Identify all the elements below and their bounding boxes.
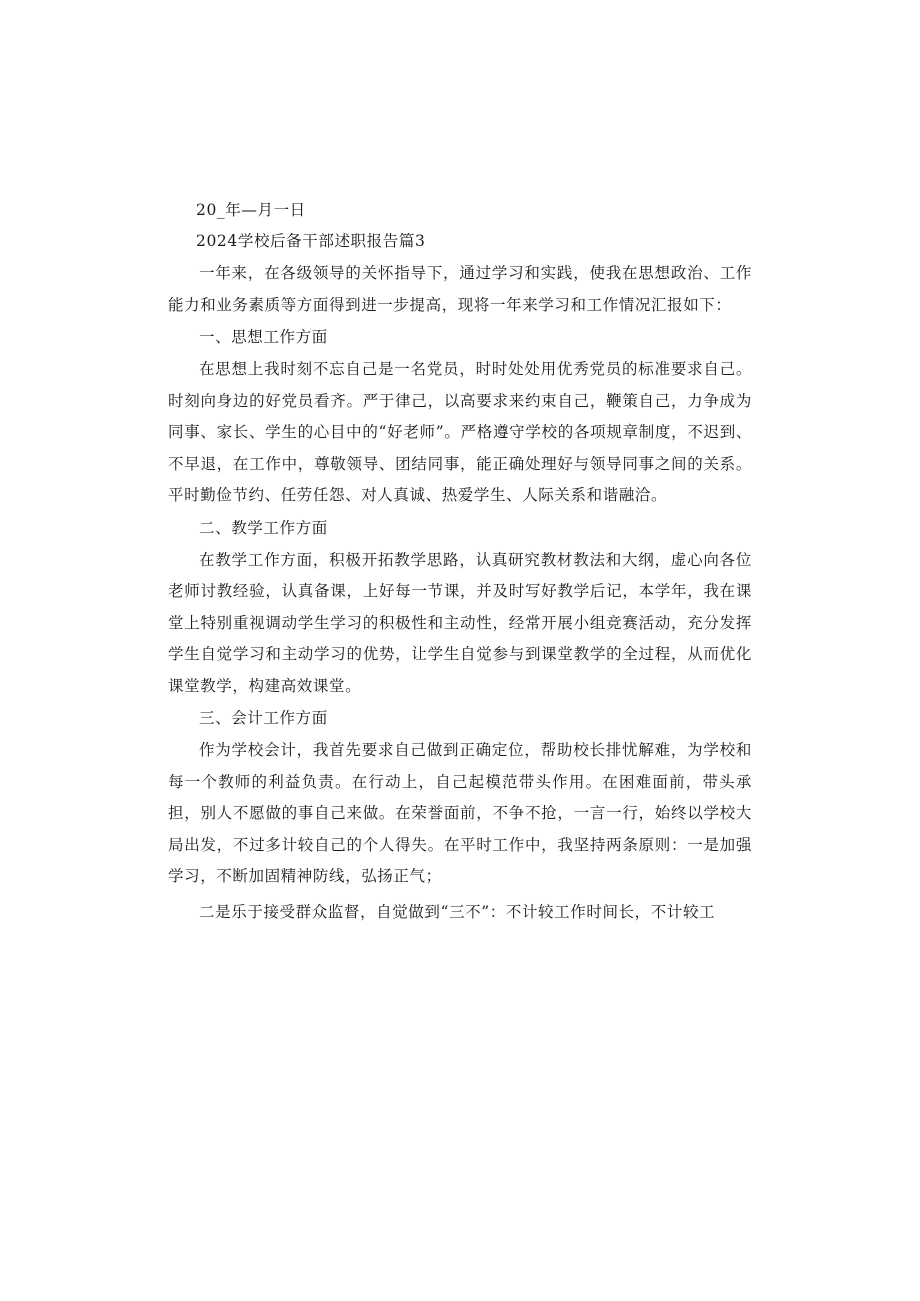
section-body-accounting: 作为学校会计，我首先要求自己做到正确定位，帮助校长排忧解难，为学校和每一个教师的利益负责。在行动上，自己起模范带头作用。在困难面前，带头承担，别人不愿做的事自己来做。在荣誉面前，不争不抢，一言一行，始终以学校大局出发，不过多计较自己的个人得失。在平时工作中，我坚持两条原则：一是加强学习，不断加固精神防线，弘扬正气； [168,741,752,885]
date-line: 20_年—月一日 [196,201,306,219]
section-heading-thought: 一、思想工作方面 [199,328,328,346]
section-body-thought: 在思想上我时刻不忘自己是一名党员，时时处处用优秀党员的标准要求自己。时刻向身边的好党员看齐。严于律己，以高要求来约束自己，鞭策自己，力争成为同事、家长、学生的心目中的“好老师”。严格遵守学校的各项规章制度，不迟到、不早退，在工作中，尊敬领导、团结同事，能正确处理好与领导同事之间的关系。平时勤俭节约、任劳任怨、对人真诚、热爱学生、人际关系和谐融洽。 [168,360,752,504]
document-body [168,196,752,928]
section-heading-accounting: 三、会计工作方面 [199,709,328,727]
section-heading-teaching: 二、教学工作方面 [199,518,328,537]
section-body-accounting-continued: 二是乐于接受群众监督，自觉做到“三不”：不计较工作时间长，不计较工 [199,902,716,921]
report-title: 2024学校后备干部述职报告篇3 [196,232,426,250]
section-body-teaching: 在教学工作方面，积极开拓教学思路，认真研究教材教法和大纲，虚心向各位老师讨教经验，认真备课，上好每一节课，并及时写好教学后记，本学年，我在课堂上特别重视调动学生学习的积极性和主动性，经常开展小组竞赛活动，充分发挥学生自觉学习和主动学习的优势，让学生自觉参与到课堂教学的全过程，从而优化课堂教学，构建高效课堂。 [168,550,752,695]
intro-paragraph: 一年来，在各级领导的关怀指导下，通过学习和实践，使我在思想政治、工作能力和业务素质等方面得到进一步提高，现将一年来学习和工作情况汇报如下： [168,264,752,314]
